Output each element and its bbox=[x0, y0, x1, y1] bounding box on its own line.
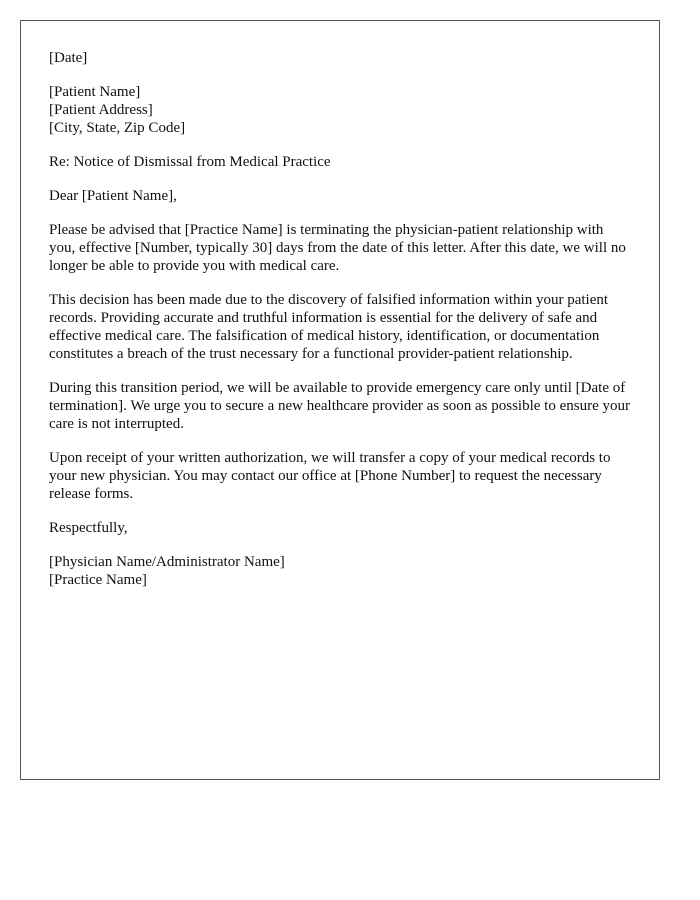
letter-date: [Date] bbox=[49, 50, 88, 66]
letter-closing: Respectfully, bbox=[49, 520, 128, 536]
paragraph-termination-notice: Please be advised that [Practice Name] is terminating the physician-patient relationship with you, effective [Number, typically 30] days from the date of this letter. After this date, we will no longer be able to provide you with medical care. bbox=[49, 222, 626, 274]
letter-page bbox=[20, 20, 660, 780]
paragraph-reason: This decision has been made due to the discovery of falsified information within your patient records. Providing accurate and truthful information is essential for the delivery of safe and effective medical care. The falsification of medical history, identification, or documentation constitutes a breach of the trust necessary for a functional provider-patient relationship. bbox=[49, 292, 609, 362]
signature-block bbox=[49, 553, 633, 589]
letter-body bbox=[49, 49, 633, 605]
letter-salutation: Dear [Patient Name], bbox=[49, 188, 177, 204]
signature-name: [Physician Name/Administrator Name] bbox=[49, 554, 285, 570]
recipient-name: [Patient Name] bbox=[49, 84, 141, 100]
recipient-city-state-zip: [City, State, Zip Code] bbox=[49, 120, 186, 136]
signature-practice: [Practice Name] bbox=[49, 572, 147, 588]
letter-subject: Re: Notice of Dismissal from Medical Practice bbox=[49, 154, 331, 170]
recipient-address: [Patient Address] bbox=[49, 102, 153, 118]
recipient-block bbox=[49, 83, 633, 137]
paragraph-transition-period: During this transition period, we will be available to provide emergency care only until [Date of termination]. We urge you to secure a new healthcare provider as soon as possible to ensure your care is not interrupted. bbox=[49, 380, 630, 432]
paragraph-records-transfer: Upon receipt of your written authorization, we will transfer a copy of your medical records to your new physician. You may contact our office at [Phone Number] to request the necessary release forms. bbox=[49, 450, 611, 502]
